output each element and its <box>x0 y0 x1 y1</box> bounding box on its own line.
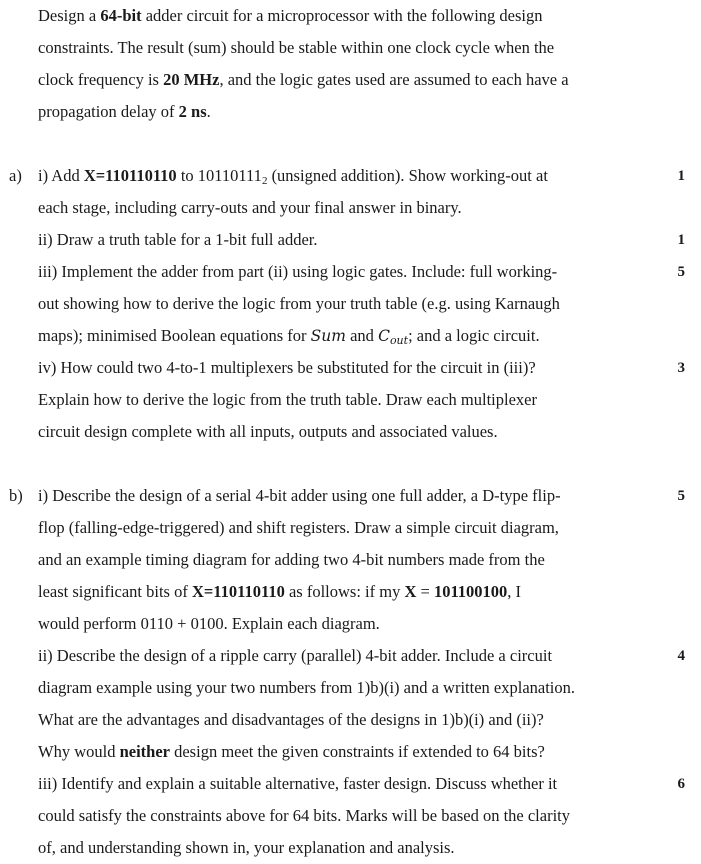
a-iv-line-2: Explain how to derive the logic from the truth table. Draw each multiplexer <box>38 390 537 409</box>
a-i-line-2: each stage, including carry-outs and your final answer in binary. <box>38 198 462 217</box>
intro-line-1: Design a 64-bit adder circuit for a microprocessor with the following design <box>38 6 543 25</box>
a-iv-mark: 3 <box>677 360 685 376</box>
b-i-line-3: and an example timing diagram for adding two 4-bit numbers made from the <box>38 550 545 569</box>
a-iv-line-3: circuit design complete with all inputs, outputs and associated values. <box>38 422 498 441</box>
b-iii-mark: 6 <box>677 776 685 792</box>
a-i-mark: 1 <box>677 168 685 184</box>
b-iii-line-2: could satisfy the constraints above for 64 bits. Marks will be based on the clarity <box>38 806 571 825</box>
b-i-line-5: would perform 0110 + 0100. Explain each diagram. <box>38 614 380 633</box>
b-i-line-2: flop (falling-edge-triggered) and shift registers. Draw a simple circuit diagram, <box>38 518 559 537</box>
b-iii-line-1: iii) Identify and explain a suitable alternative, faster design. Discuss whether it <box>38 774 558 793</box>
b-i-mark: 5 <box>677 488 685 504</box>
b-iii-line-3: of, and understanding shown in, your explanation and analysis. <box>38 838 455 857</box>
a-iv-line-1: iv) How could two 4-to-1 multiplexers be substituted for the circuit in (iii)? <box>38 358 536 377</box>
part-b-label: b) <box>9 486 23 505</box>
intro-line-3: clock frequency is 20 MHz, and the logic gates used are assumed to each have a <box>38 70 569 89</box>
intro-line-4: propagation delay of 2 ns. <box>38 102 211 121</box>
a-ii-mark: 1 <box>677 232 685 248</box>
b-i-line-4: least significant bits of X=110110110 as follows: if my X = 101100100, I <box>38 582 522 601</box>
b-ii-line-3: What are the advantages and disadvantages of the designs in 1)b)(i) and (ii)? <box>38 710 544 729</box>
b-ii-mark: 4 <box>677 648 685 664</box>
cout-symbol: $C_{out}$ <box>378 327 409 347</box>
intro-line-2: constraints. The result (sum) should be stable within one clock cycle when the <box>38 38 555 57</box>
b-i-line-1: i) Describe the design of a serial 4-bit adder using one full adder, a D-type flip- <box>38 486 561 505</box>
a-iii-line-3: maps); minimised Boolean equations for Sum and $C_{out}$; and a logic circuit. <box>38 326 540 347</box>
b-ii-line-2: diagram example using your two numbers from 1)b)(i) and a written explanation. <box>38 678 576 697</box>
sum-symbol: Sum <box>310 327 346 345</box>
a-i-line-1: i) Add X=110110110 to $10110111_2$ (unsigned addition). Show working-out at <box>38 166 548 187</box>
a-iii-line-1: iii) Implement the adder from part (ii) using logic gates. Include: full working- <box>38 262 558 281</box>
a-iii-mark: 5 <box>677 264 685 280</box>
b-ii-line-1: ii) Describe the design of a ripple carry (parallel) 4-bit adder. Include a circuit <box>38 646 553 665</box>
b-ii-line-4: Why would neither design meet the given constraints if extended to 64 bits? <box>38 742 545 761</box>
part-a-label: a) <box>9 166 22 185</box>
a-ii-line-1: ii) Draw a truth table for a 1-bit full adder. <box>38 230 318 249</box>
a-iii-line-2: out showing how to derive the logic from your truth table (e.g. using Karnaugh <box>38 294 560 313</box>
